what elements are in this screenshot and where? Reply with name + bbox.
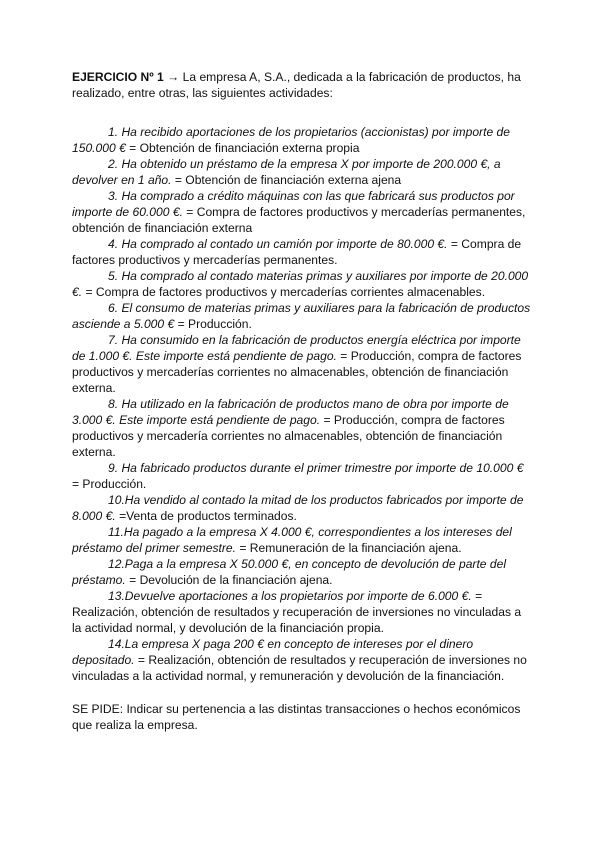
exercise-intro bbox=[72, 69, 532, 101]
item-answer: = Realización, obtención de resultados y recuperación de inversiones no vinculadas a la actividad normal, y devolución de la financiación propia. bbox=[72, 589, 522, 635]
item-answer: =Venta de productos terminados. bbox=[115, 509, 297, 523]
list-item bbox=[72, 588, 532, 636]
item-answer: = Producción, compra de factores productivos y mercaderías corrientes no almacenables, obtención de financiación externa. bbox=[72, 349, 522, 395]
item-statement: 14.La empresa X paga 200 € en concepto de intereses por el dinero depositado. bbox=[72, 637, 474, 667]
task-instruction: SE PIDE: Indicar su pertenencia a las distintas transacciones o hechos económicos que realiza la empresa. bbox=[72, 702, 521, 732]
document-body bbox=[72, 69, 532, 745]
item-answer: = Producción, compra de factores productivos y mercadería corrientes no almacenables, obtención de financiación externa. bbox=[72, 413, 505, 459]
list-item bbox=[72, 492, 532, 524]
item-statement: 4. Ha comprado al contado un camión por importe de 80.000 €. bbox=[108, 237, 448, 251]
item-statement: 13.Devuelve aportaciones a los propietarios por importe de 6.000 €. bbox=[108, 589, 472, 603]
list-item bbox=[72, 460, 532, 492]
item-answer: = Devolución de la financiación ajena. bbox=[125, 573, 333, 587]
item-answer: = Producción. bbox=[72, 477, 147, 491]
item-statement: 8. Ha utilizado en la fabricación de productos mano de obra por importe de 3.000 €. Este importe está pendiente de pago. bbox=[72, 397, 509, 427]
list-item bbox=[72, 268, 532, 300]
item-statement: 5. Ha comprado al contado materias primas y auxiliares por importe de 20.000 €. bbox=[72, 269, 529, 299]
list-item bbox=[72, 124, 532, 156]
list-item bbox=[72, 396, 532, 460]
list-item bbox=[72, 156, 532, 188]
item-statement: 6. El consumo de materias primas y auxiliares para la fabricación de productos asciende a 5.000 € bbox=[72, 301, 531, 331]
list-item bbox=[72, 332, 532, 396]
activities-list bbox=[72, 124, 532, 684]
list-item bbox=[72, 188, 532, 236]
list-item bbox=[72, 300, 532, 332]
item-statement: 11.Ha pagado a la empresa X 4.000 €, correspondientes a los intereses del préstamo del primer semestre. bbox=[72, 525, 512, 555]
exercise-label: EJERCICIO Nº 1 bbox=[72, 70, 164, 84]
item-statement: 3. Ha comprado a crédito máquinas con las que fabricará sus productos por importe de 60.000 €. bbox=[72, 189, 515, 219]
item-answer: = Compra de factores productivos y mercaderías permanentes, obtención de financiación externa bbox=[72, 205, 526, 235]
item-answer: = Obtención de financiación externa ajena bbox=[171, 173, 402, 187]
item-statement: 2. Ha obtenido un préstamo de la empresa X por importe de 200.000 €, a devolver en 1 año. bbox=[72, 157, 501, 187]
item-answer: = Remuneración de la financiación ajena. bbox=[236, 541, 462, 555]
list-item bbox=[72, 636, 532, 684]
item-statement: 10.Ha vendido al contado la mitad de los productos fabricados por importe de 8.000 €. bbox=[72, 493, 524, 523]
list-item bbox=[72, 556, 532, 588]
exercise-description: La empresa A, S.A., dedicada a la fabricación de productos, ha realizado, entre otras, las siguientes actividades: bbox=[72, 70, 521, 100]
list-item bbox=[72, 524, 532, 556]
item-answer: = Compra de factores productivos y mercaderías permanentes. bbox=[72, 237, 522, 267]
item-statement: 1. Ha recibido aportaciones de los propietarios (accionistas) por importe de 150.000 € bbox=[72, 125, 510, 155]
item-statement: 9. Ha fabricado productos durante el primer trimestre por importe de 10.000 € bbox=[108, 461, 524, 475]
item-statement: 12.Paga a la empresa X 50.000 €, en concepto de devolución de parte del préstamo. bbox=[72, 557, 507, 587]
arrow-glyph: → bbox=[167, 70, 180, 84]
item-answer: = Producción. bbox=[174, 317, 252, 331]
item-statement: 7. Ha consumido en la fabricación de productos energía eléctrica por importe de 1.000 €. Este importe está pendiente de pago. bbox=[72, 333, 521, 363]
item-answer: = Obtención de financiación externa propia bbox=[125, 141, 360, 155]
item-answer: = Compra de factores productivos y mercaderías corrientes almacenables. bbox=[82, 285, 486, 299]
item-answer: = Realización, obtención de resultados y recuperación de inversiones no vinculadas a la actividad normal, y remuneración y devolución de la financiación. bbox=[72, 653, 527, 683]
list-item bbox=[72, 236, 532, 268]
